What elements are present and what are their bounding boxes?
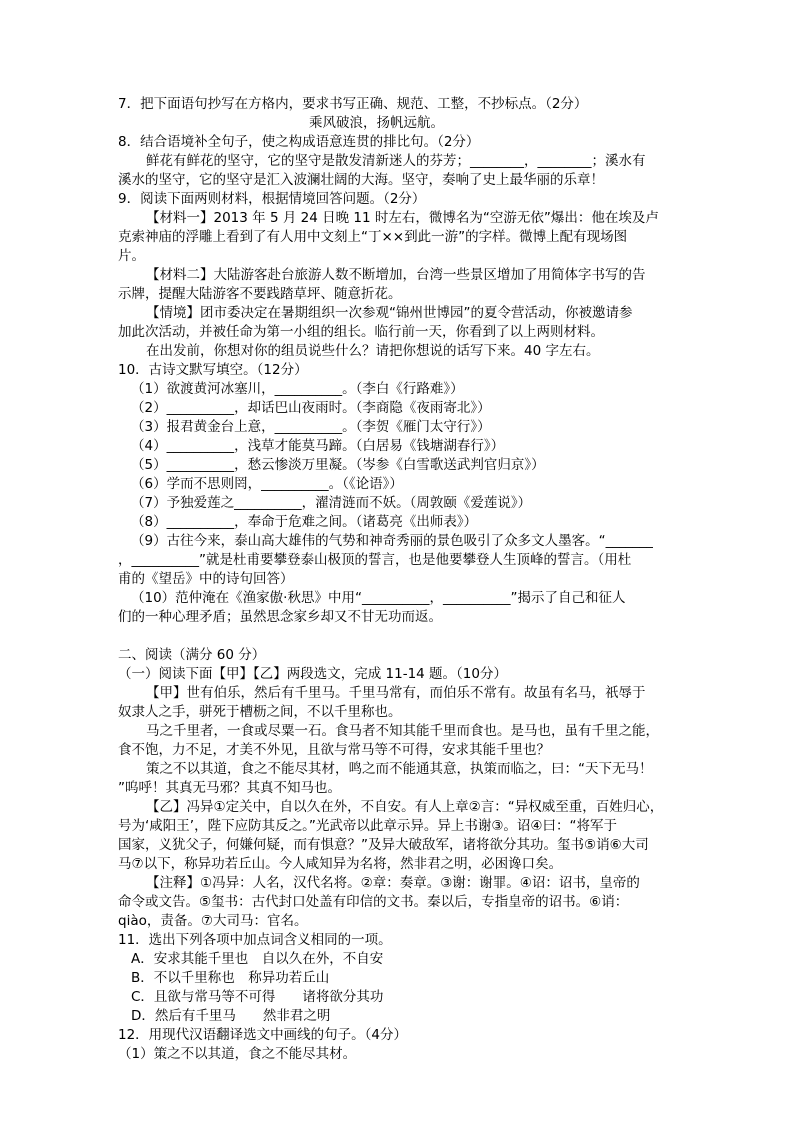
poem-item: （5）__________，愁云惨淡万里凝。（岑参《白雪歌送武判官归京》） bbox=[131, 457, 545, 473]
poem-item: ，__________”就是杜甫要攀登泰山极顶的誓言，也是他要攀登人生顶峰的誓言。（用杜 bbox=[118, 552, 632, 568]
poem-item: （9）古往今来，泰山高大雄伟的气势和神奇秀丽的景色吸引了众多文人墨客。“_______ bbox=[131, 533, 653, 549]
option-c: C．且欲与常马等不可得 诸将欲分其功 bbox=[131, 989, 384, 1005]
poem-item: （3）报君黄金台上意，__________。（李贺《雁门太守行》） bbox=[131, 419, 491, 435]
question-8: 8．结合语境补全句子，使之构成语意连贯的排比句。（2分） bbox=[118, 134, 480, 150]
passage-jia: 【甲】世有伯乐，然后有千里马。千里马常有，而伯乐不常有。故虽有名马，祇辱于 bbox=[146, 685, 646, 701]
material-1: 【材料一】2013 年 5 月 24 日晚 11 时左右，微博名为“空游无依”爆出：他在埃及卢 bbox=[146, 210, 659, 226]
situation-prompt: 在出发前，你想对你的组员说些什么？请把你想说的话写下来。40 字左右。 bbox=[146, 343, 600, 359]
situation: 加此次活动，并被任命为第一小组的组长。临行前一天，你看到了以上两则材料。 bbox=[118, 324, 604, 340]
material-2: 示牌，提醒大陆游客不要践踏草坪、随意折花。 bbox=[118, 286, 402, 302]
option-d: D．然后有千里马 然非君之明 bbox=[131, 1008, 331, 1024]
passage-yi: 号为‘咸阳王’，陛下应防其反之。”光武帝以此章示异。异上书谢③。诏④曰：“将军于 bbox=[118, 818, 618, 834]
question-11: 11．选出下列各项中加点词含义相同的一项。 bbox=[118, 932, 392, 948]
passage-yi: 国家，义犹父子，何嫌何疑，而有惧意？”及异大破敌军，诸将欲分其功。玺书⑤诮⑥大司 bbox=[118, 837, 649, 853]
poem-item: （2）__________，却话巴山夜雨时。（李商隐《夜雨寄北》） bbox=[131, 400, 491, 416]
notes: qiào，责备。⑦大司马：官名。 bbox=[118, 913, 308, 929]
question-8-text: 鲜花有鲜花的坚守，它的坚守是散发清新迷人的芬芳；________，________；溪水有 bbox=[146, 153, 646, 169]
poem-item: （10）范仲淹在《渔家傲·秋思》中用“__________，__________”揭示了自己和征人 bbox=[131, 590, 626, 606]
passage-jia: 马之千里者，一食或尽粟一石。食马者不知其能千里而食也。是马也，虽有千里之能， bbox=[146, 723, 659, 739]
passage-yi: 【乙】冯异①定关中，自以久在外，不自安。有人上章②言：“异权威至重，百姓归心， bbox=[146, 799, 664, 815]
question-10: 10．古诗文默写填空。（12分） bbox=[118, 362, 308, 378]
poem-item: （8）__________，奉命于危难之间。（诸葛亮《出师表》） bbox=[131, 514, 478, 530]
passage-jia: ”呜呼！其真无马邪？其真不知马也。 bbox=[118, 780, 341, 796]
option-a: A．安求其能千里也 自以久在外，不自安 bbox=[131, 951, 384, 967]
material-1: 片。 bbox=[118, 248, 145, 264]
poem-item: （1）欲渡黄河冰塞川，__________。（李白《行路难》） bbox=[131, 381, 464, 397]
question-9: 9．阅读下面两则材料，根据情境回答问题。（2分） bbox=[118, 191, 426, 207]
section-reading: 二、阅读（满分 60 分） bbox=[118, 647, 266, 663]
poem-item: （7）予独爱莲之__________，濯清涟而不妖。（周敦颐《爱莲说》） bbox=[131, 495, 532, 511]
copy-sentence: 乘风破浪，扬帆远航。 bbox=[309, 115, 444, 131]
passage-jia: 奴隶人之手，骈死于槽枥之间，不以千里称也。 bbox=[118, 704, 402, 720]
question-7: 7．把下面语句抄写在方格内，要求书写正确、规范、工整，不抄标点。（2分） bbox=[118, 96, 588, 112]
passage-jia: 策之不以其道，食之不能尽其材，鸣之而不能通其意，执策而临之，曰：“天下无马！ bbox=[146, 761, 653, 777]
poem-item: （4）__________，浅草才能莫马蹄。（白居易《钱塘湖春行》） bbox=[131, 438, 505, 454]
material-2: 【材料二】大陆游客赴台旅游人数不断增加，台湾一些景区增加了用简体字书写的告 bbox=[146, 267, 646, 283]
passage-yi: 马⑦以下，称异功若丘山。今人咸知异为名将，然非君之明，必困谗口矣。 bbox=[118, 856, 563, 872]
reading-instruction: （一）阅读下面【甲】【乙】两段选文，完成 11-14 题。（10分） bbox=[118, 666, 507, 682]
notes: 命令或文告。⑤玺书：古代封口处盖有印信的文书。秦以后，专指皇帝的诏书。⑥诮： bbox=[118, 894, 629, 910]
question-12: 12．用现代汉语翻译选文中画线的句子。（4分） bbox=[118, 1027, 408, 1043]
poem-item: 们的一种心理矛盾；虽然思念家乡却又不甘无功而返。 bbox=[118, 609, 442, 625]
question-8-text: 溪水的坚守，它的坚守是汇入波澜壮阔的大海。坚守，奏响了史上最华丽的乐章！ bbox=[118, 172, 604, 188]
question-12-1: （1）策之不以其道，食之不能尽其材。 bbox=[118, 1046, 357, 1062]
option-b: B．不以千里称也 称异功若丘山 bbox=[131, 970, 330, 986]
situation: 【情境】团市委决定在暑期组织一次参观“锦州世博园”的夏令营活动，你被邀请参 bbox=[146, 305, 633, 321]
poem-item: 甫的《望岳》中的诗句回答） bbox=[118, 571, 294, 587]
material-1: 克索神庙的浮雕上看到了有人用中文刻上“丁××到此一游”的字样。微博上配有现场图 bbox=[118, 229, 628, 245]
poem-item: （6）学而不思则罔，__________。（《论语》） bbox=[131, 476, 403, 492]
passage-jia: 食不饱，力不足，才美不外见，且欲与常马等不可得，安求其能千里也？ bbox=[118, 742, 550, 758]
notes: 【注释】①冯异：人名，汉代名将。②章：奏章。③谢：谢罪。④诏：诏书，皇帝的 bbox=[146, 875, 640, 891]
